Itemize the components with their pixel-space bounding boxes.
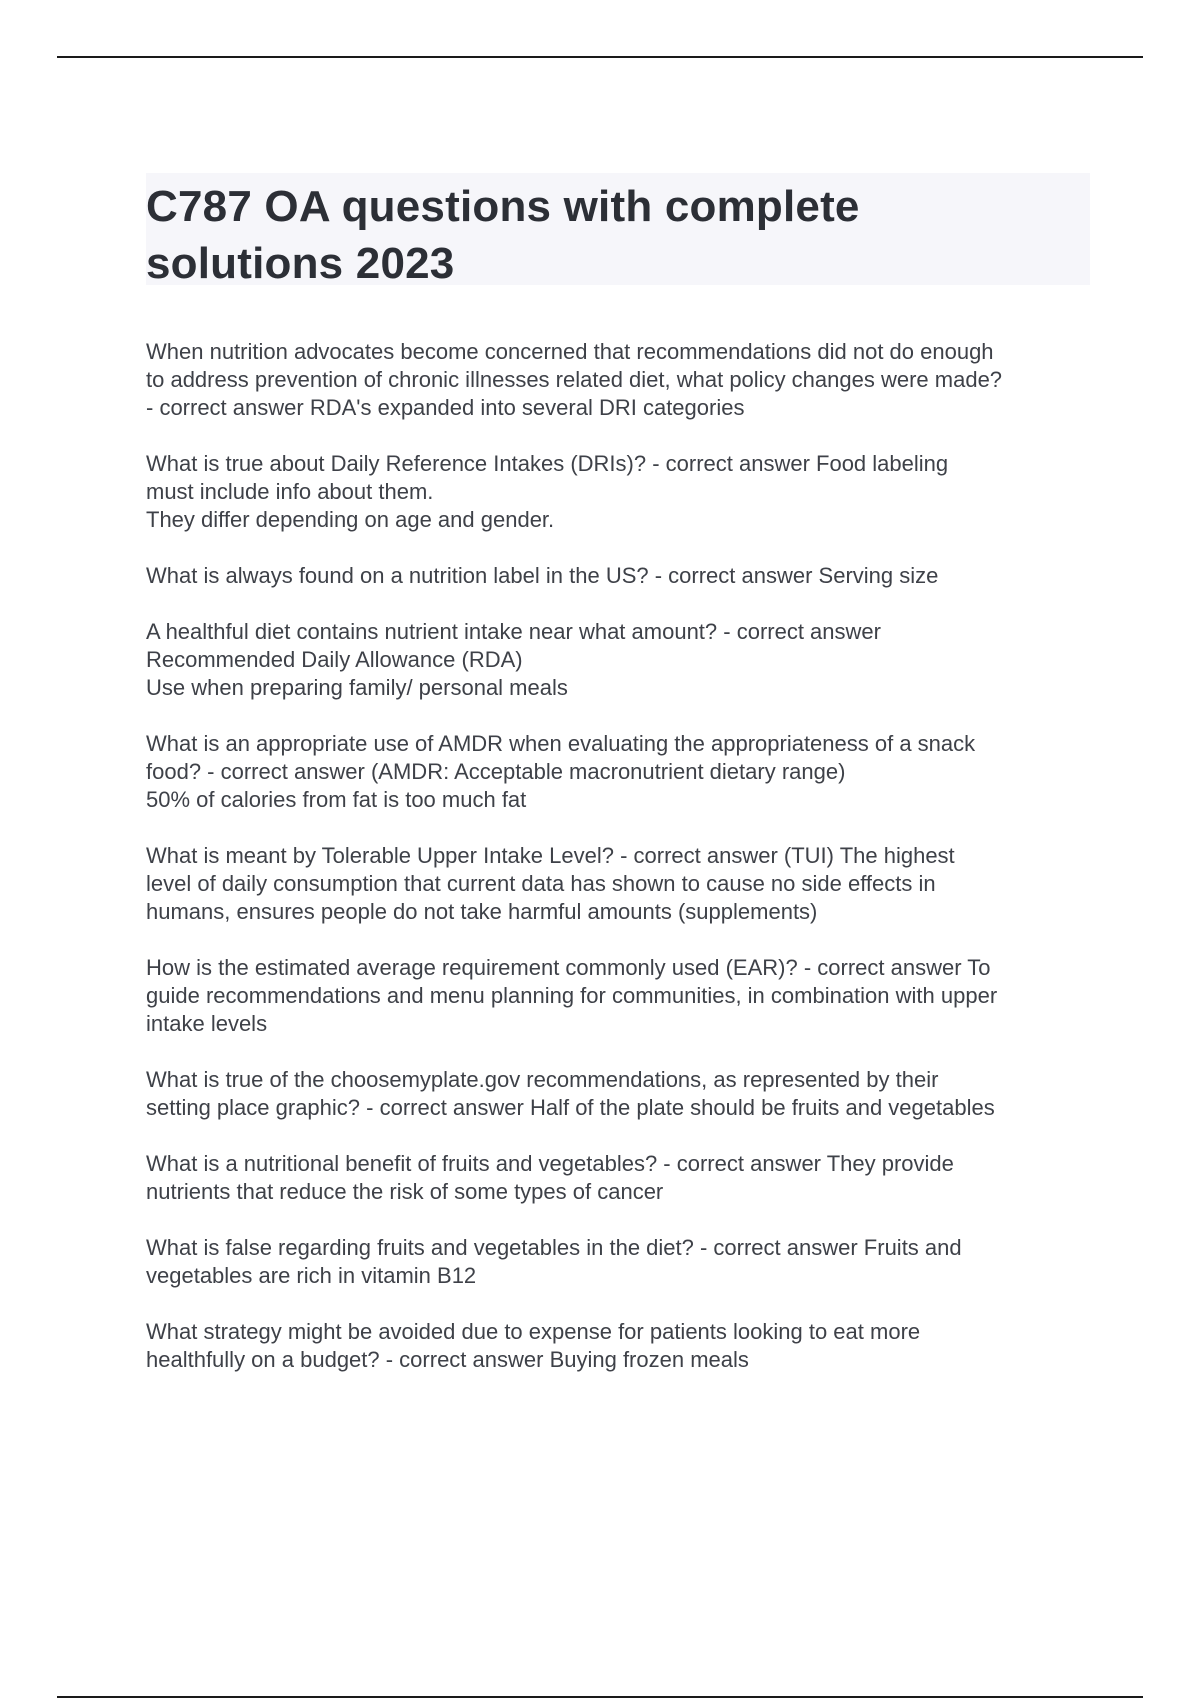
qa-line: What strategy might be avoided due to expense for patients looking to eat more <box>146 1319 921 1344</box>
qa-line: What is always found on a nutrition label in the US? - correct answer Serving size <box>146 563 939 588</box>
qa-line: guide recommendations and menu planning for communities, in combination with upper <box>146 983 998 1008</box>
qa-line: What is false regarding fruits and vegetables in the diet? - correct answer Fruits and <box>146 1235 962 1260</box>
qa-line: intake levels <box>146 1011 268 1036</box>
qa-line: What is a nutritional benefit of fruits and vegetables? - correct answer They provide <box>146 1151 954 1176</box>
qa-line: food? - correct answer (AMDR: Acceptable macronutrient dietary range) <box>146 759 846 784</box>
title-line: C787 OA questions with complete <box>146 182 860 231</box>
top-rule <box>57 56 1143 58</box>
qa-item <box>146 450 1096 534</box>
qa-line: - correct answer RDA's expanded into several DRI categories <box>146 395 745 420</box>
qa-line: vegetables are rich in vitamin B12 <box>146 1263 477 1288</box>
qa-line: humans, ensures people do not take harmful amounts (supplements) <box>146 899 818 924</box>
qa-list <box>146 338 1096 1402</box>
qa-item <box>146 954 1096 1038</box>
qa-line: What is true about Daily Reference Intakes (DRIs)? - correct answer Food labeling <box>146 451 949 476</box>
qa-line: How is the estimated average requirement commonly used (EAR)? - correct answer To <box>146 955 991 980</box>
title-line: solutions 2023 <box>146 239 455 288</box>
qa-line: When nutrition advocates become concerned that recommendations did not do enough <box>146 339 994 364</box>
document-title <box>146 173 1090 292</box>
qa-line: nutrients that reduce the risk of some types of cancer <box>146 1179 664 1204</box>
qa-item <box>146 618 1096 702</box>
bottom-rule <box>57 1696 1143 1698</box>
qa-item <box>146 338 1096 422</box>
qa-line: 50% of calories from fat is too much fat <box>146 787 527 812</box>
qa-item <box>146 730 1096 814</box>
qa-line: They differ depending on age and gender. <box>146 507 555 532</box>
qa-item <box>146 1234 1096 1290</box>
qa-line: healthfully on a budget? - correct answer Buying frozen meals <box>146 1347 749 1372</box>
qa-line: setting place graphic? - correct answer Half of the plate should be fruits and vegetables <box>146 1095 995 1120</box>
qa-line: Recommended Daily Allowance (RDA) <box>146 647 523 672</box>
qa-item <box>146 1150 1096 1206</box>
qa-line: What is an appropriate use of AMDR when evaluating the appropriateness of a snack <box>146 731 976 756</box>
qa-item <box>146 842 1096 926</box>
qa-item <box>146 1318 1096 1374</box>
qa-line: level of daily consumption that current data has shown to cause no side effects in <box>146 871 936 896</box>
title-block <box>146 173 1090 288</box>
qa-line: to address prevention of chronic illnesses related diet, what policy changes were made? <box>146 367 1003 392</box>
qa-line: What is meant by Tolerable Upper Intake Level? - correct answer (TUI) The highest <box>146 843 955 868</box>
qa-line: must include info about them. <box>146 479 434 504</box>
qa-line: A healthful diet contains nutrient intake near what amount? - correct answer <box>146 619 881 644</box>
qa-line: What is true of the choosemyplate.gov recommendations, as represented by their <box>146 1067 939 1092</box>
qa-item <box>146 562 1096 590</box>
qa-item <box>146 1066 1096 1122</box>
qa-line: Use when preparing family/ personal meals <box>146 675 568 700</box>
